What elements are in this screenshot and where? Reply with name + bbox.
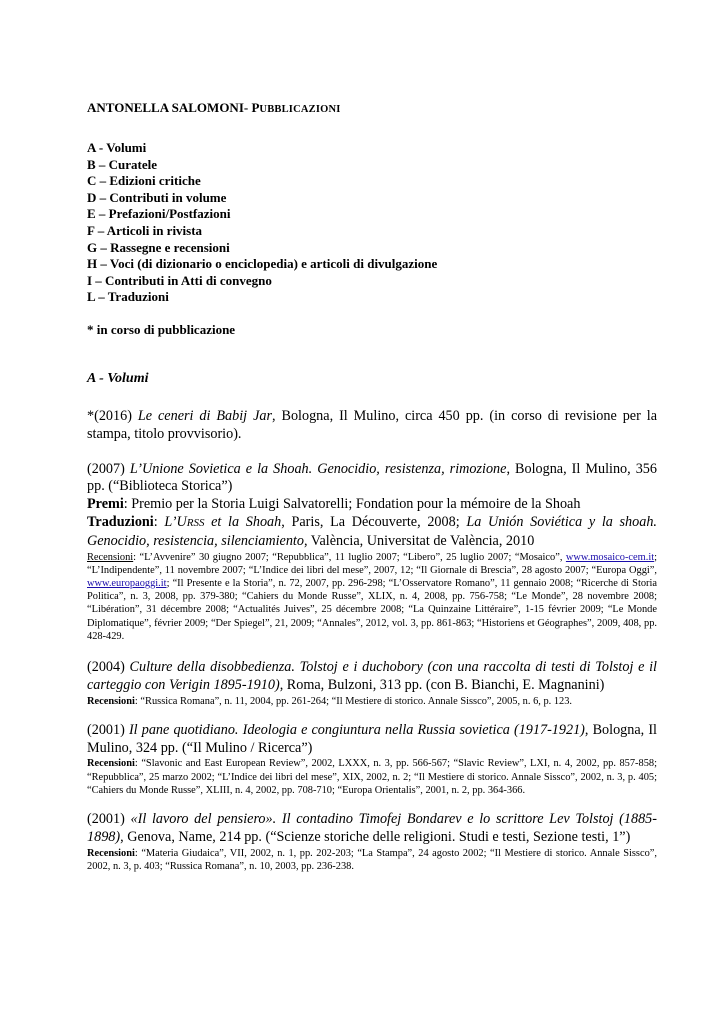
translations-label: Traduzioni [87,513,154,530]
reviews-label: Recensioni [87,758,135,770]
reviews-block: Recensioni: “Materia Giudaica”, VII, 2002, n. 1, pp. 202-203; “La Stampa”, 24 agosto 2002; “Il Mestiere di storico. Annale Sissco”, 2002, n. 3, p. 403; “Russica Romana”, n. 10, 2003, pp. 236-238. [87,847,657,872]
reviews-block: Recensioni: “L’Avvenire” 30 giugno 2007; “Repubblica”, 11 luglio 2007; “Libero”, 25 luglio 2007; “Mosaico”, www.mosaico-cem.it; “L’Indipendente”, 11 novembre 2007; “L’Indice dei libri del mese”, 2007, 12; “Il Giornale di Brescia”, 28 agosto 2007; “Europa Oggi”, www.europaoggi.it; “Il Presente e la Storia”, n. 72, 2007, pp. 296-298; “L’Osservatore Romano”, 11 gennaio 2008; “Ricerche di Storia Politica”, n. 3, 2008, pp. 379-380; “Cahiers du Monde Russe”, XLIX, n. 4, 2008, pp. 756-758; “Le Monde”, 28 novembre 2008; “Libération”, 31 décembre 2008; “Actualités Juives”, 25 décembre 2008; “La Quinzaine Littéraire”, 1-15 février 2009; “Le Monde Diplomatique”, février 2009; “Der Spiegel”, 21, 2009; “Annales”, 2012, vol. 3, pp. 861-863; “Historiens et Géographes”, 2009, 408, pp. 428-429. [87,551,657,642]
document-title [87,100,657,116]
toc-item: H – Voci (di dizionario o enciclopedia) e articoli di divulgazione [87,256,438,272]
toc-item: G – Rassegne e recensioni [87,239,230,255]
document-page [87,100,657,873]
reviews-label: Recensioni [87,847,135,859]
toc-item: A - Volumi [87,140,147,155]
publication-title: Il pane quotidiano. Ideologia e congiuntura nella Russia sovietica (1917-1921) [128,721,585,738]
publication-entry [87,659,657,708]
title-main: ANTONELLA SALOMONI- P [87,100,260,115]
toc-item: B – Curatele [87,156,158,172]
publication-entry [87,811,657,873]
europaoggi-link[interactable]: www.europaoggi.it [87,577,167,589]
publication-citation: (2004) Culture della disobbedienza. Tolstoj e i duchobory (con una raccolta di testi di Tolstoj e il carteggio con Verigin 1895-1910), Roma, Bulzoni, 313 pp. (con B. Bianchi, E. Magnanini) [87,658,657,693]
publication-entry: *(2016) Le ceneri di Babij Jar, Bologna, Il Mulino, circa 450 pp. (in corso di revisione per la stampa, titolo provvisorio). [87,407,658,442]
toc-item: F – Articoli in rivista [87,222,203,238]
awards-label: Premi [87,496,124,513]
translations-line: Traduzioni: L’URSS et la Shoah, Paris, La Découverte, 2008; La Unión Soviética y la shoah. Genocidio, resistencia, silenciamiento, València, Universitat de València, 2010 [87,513,657,549]
publication-citation: (2001) «Il lavoro del pensiero». Il contadino Timofej Bondarev e lo scrittore Lev Tolstoj (1885-1898), Genova, Name, 214 pp. (“Scienze storiche delle religioni. Studi e testi, Sezione testi, 1”) [87,810,657,845]
section-title: A - Volumi [87,370,149,386]
publication-title: Le ceneri di Babij Jar [137,407,272,424]
publication-title: L’Unione Sovietica e la Shoah. Genocidio, resistenza, rimozione [129,460,507,477]
awards-line: Premi: Premio per la Storia Luigi Salvatorelli; Fondation pour la mémoire de la Shoah [87,496,581,513]
toc-item: C – Edizioni critiche [87,173,201,189]
title-smallcaps: UBBLICAZIONI [259,104,341,115]
reviews-label: Recensioni [87,695,135,707]
toc-item: E – Prefazioni/Postfazioni [87,206,231,222]
in-press-note: * in corso di pubblicazione [87,321,236,337]
publication-entry [87,722,657,797]
toc-item: I – Contributi in Atti di convegno [87,272,272,288]
publication-title: Culture della disobbedienza. Tolstoj e i duchobory (con una raccolta di testi di Tolstoj e il carteggio con Verigin 1895-1910) [87,658,657,693]
publication-citation: (2001) Il pane quotidiano. Ideologia e congiuntura nella Russia sovietica (1917-1921), Bologna, Il Mulino, 324 pp. (“Il Mulino / Ricerca”) [87,721,658,756]
toc-item: L – Traduzioni [87,289,169,305]
publication-citation: (2007) L’Unione Sovietica e la Shoah. Genocidio, resistenza, rimozione, Bologna, Il Mulino, 356 pp. (“Biblioteca Storica”) [87,460,657,495]
publication-title: «Il lavoro del pensiero». Il contadino Timofej Bondarev e lo scrittore Lev Tolstoj (1885-1898) [87,810,657,845]
reviews-label: Recensioni [87,551,134,563]
toc-item: D – Contributi in volume [87,189,227,205]
reviews-block: Recensioni: “Russica Romana”, n. 11, 2004, pp. 261-264; “Il Mestiere di storico. Annale Sissco”, 2005, n. 6, p. 123. [87,695,573,707]
publication-entry [87,461,657,643]
mosaico-link[interactable]: www.mosaico-cem.it [565,551,655,563]
reviews-block: Recensioni: “Slavonic and East European Review”, 2002, LXXX, n. 3, pp. 566-567; “Slavic Review”, LXI, n. 4, 2002, pp. 857-858; “Repubblica”, 25 marzo 2002; “L’Indice dei libri del mese”, XIX, 2002, n. 2; “Il Mestiere di storico. Annale Sissco”, 2002, n. 3, p. 405; “Cahiers du Monde Russe”, XLIII, n. 4, 2002, pp. 708-710; “Europa Orientalis”, 2001, n. 2, pp. 364-366. [87,758,657,796]
table-of-contents [87,140,657,306]
